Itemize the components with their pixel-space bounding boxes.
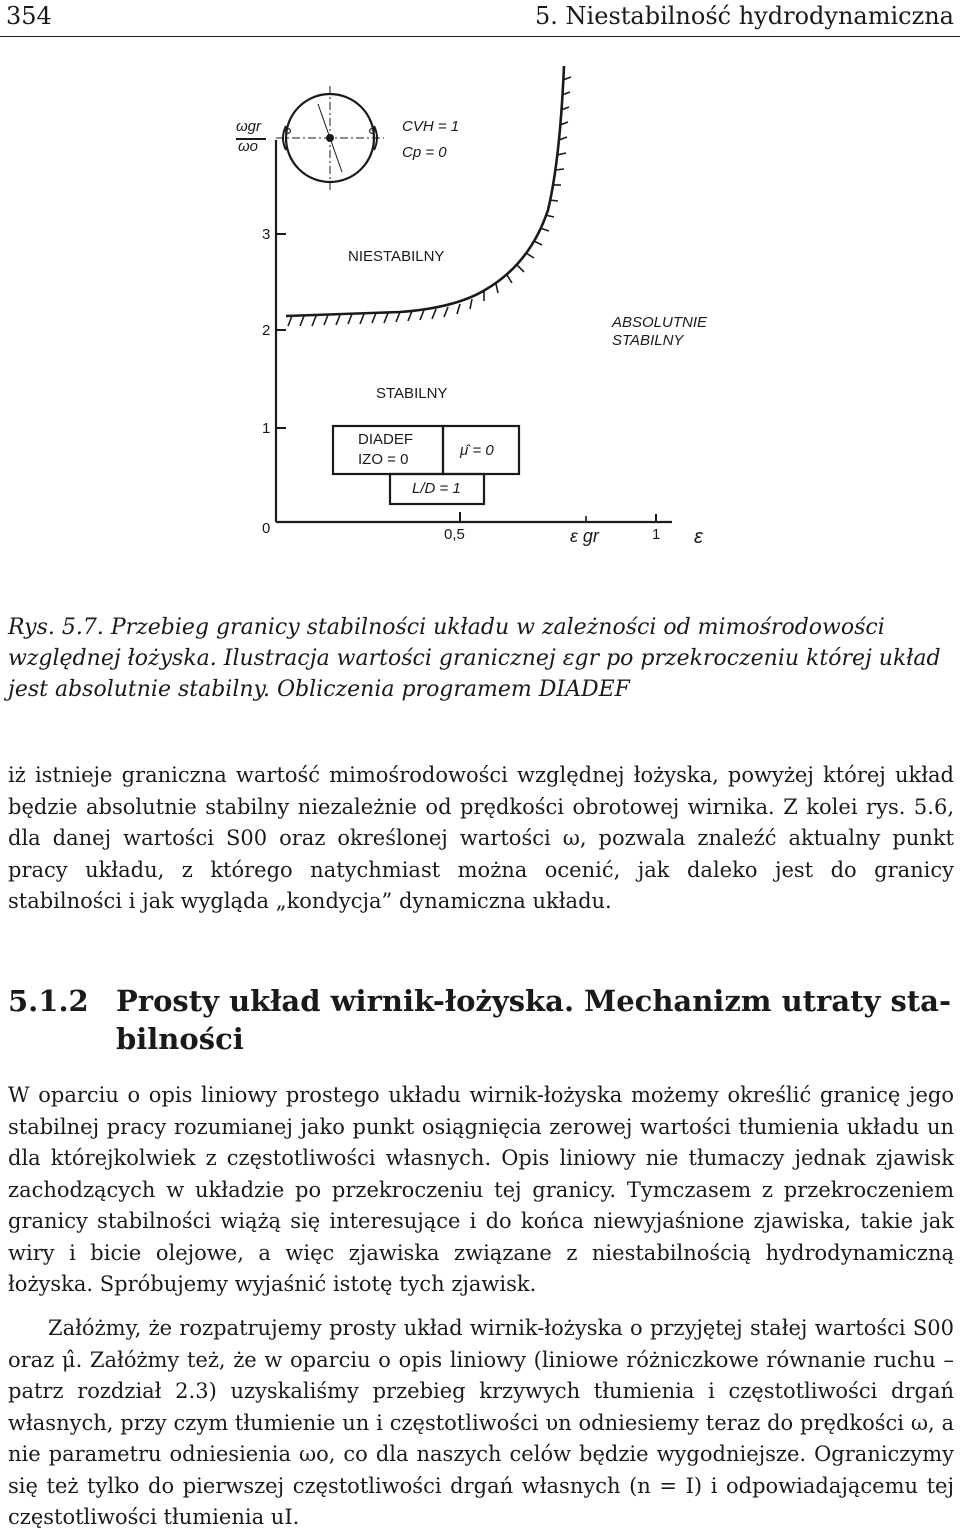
section-title-line2: bilności (116, 1022, 244, 1056)
y-tick-label-0: 0 (262, 520, 271, 537)
stability-boundary-curve (286, 66, 564, 316)
y-tick-label-1: 1 (262, 420, 271, 437)
page-number: 354 (6, 2, 52, 30)
x-axis-label: ε (694, 526, 703, 548)
region-absolutely-stable-line2: STABILNY (612, 332, 684, 349)
box-mu: μ̂ = 0 (460, 442, 494, 459)
box-diadef-line2: IZO = 0 (358, 451, 409, 468)
y-tick-label-2: 2 (262, 322, 271, 339)
eps-gr-label: ε gr (570, 526, 599, 546)
figure-caption: Rys. 5.7. Przebieg granicy stabilności układu w zależności od mimośrodowości względnej łożyska. Ilustracja wartości granicznej εgr po przekroczeniu której układ jest absolutnie stabilny. Obliczenia programem DIADEF (8, 615, 941, 702)
region-unstable: NIESTABILNY (348, 248, 445, 265)
box-ld: L/D = 1 (412, 480, 461, 497)
x-tick-label-05: 0,5 (444, 526, 465, 543)
stability-figure (0, 60, 960, 620)
running-title: 5. Niestabilność hydrodynamiczna (535, 2, 954, 30)
region-stable: STABILNY (376, 385, 448, 402)
page-header (0, 0, 960, 36)
section-heading (8, 982, 954, 1058)
paragraph-1: iż istnieje graniczna wartość mimośrodowości względnej łożyska, powyżej której układ będzie absolutnie stabilny niezależnie od prędkości obrotowej wirnika. Z kolei rys. 5.6, dla danej wartości S00 oraz określonej wartości ω, pozwala znaleźć aktualny punkt pracy układu, z którego natychmiast można ocenić, jak daleko jest do granicy stabilności i jak wygląda „kondycja” dynamiczna układu. (8, 763, 954, 913)
y-tick-label-3: 3 (262, 226, 271, 243)
y-axis-label-denominator: ωo (238, 138, 259, 155)
section-title-line1: Prosty układ wirnik-łożyska. Mechanizm utraty sta- (116, 984, 952, 1018)
stability-diagram (0, 60, 960, 620)
x-tick-label-1: 1 (652, 526, 661, 543)
bearing-circle-icon (276, 86, 384, 190)
header-rule (0, 36, 960, 37)
y-axis-label-numerator: ωgr (236, 118, 262, 135)
paragraph-2: W oparciu o opis liniowy prostego układu wirnik-łożyska możemy określić granicę jego stabilnej pracy rozumianej jako punkt osiągnięcia zerowej wartości tłumienia układu un dla którejkolwiek z częstotliwości własnych. Opis liniowy nie tłumaczy jednak zjawisk zachodzących w układzie po przekroczeniu tej granicy. Tymczasem z przekroczeniem granicy stabilności wiążą się interesujące i do końca niewyjaśnione zjawiska, takie jak wiry i bicie olejowe, a więc zjawiska związane z niestabilnością hydrodynamiczną łożyska. Spróbujemy wyjaśnić istotę tych zjawisk. (8, 1083, 954, 1296)
paragraph-3: Załóżmy, że rozpatrujemy prosty układ wirnik-łożyska o przyjętej stałej wartości S00 oraz μ̂. Załóżmy też, że w oparciu o opis liniowy (liniowe różniczkowe równanie ruchu – patrz rozdział 2.3) uzyskaliśmy przebieg krzywych tłumienia i częstotliwości drgań własnych, przy czym tłumienie un i częstotliwości υn odniesiemy teraz do prędkości ω, a nie parametru odniesienia ωo, co dla naszych celów będzie wygodniejsze. Ograniczymy się też tylko do pierwszej częstotliwości drgań własnych (n = I) i odpowiadającemu tej częstotliwości tłumienia uI. (8, 1316, 954, 1529)
param-cp: Cp = 0 (402, 144, 447, 161)
section-number: 5.1.2 (8, 984, 89, 1018)
region-absolutely-stable-line1: ABSOLUTNIE (612, 314, 708, 331)
box-diadef-line1: DIADEF (358, 431, 414, 448)
param-cvh: CVH = 1 (402, 118, 460, 135)
